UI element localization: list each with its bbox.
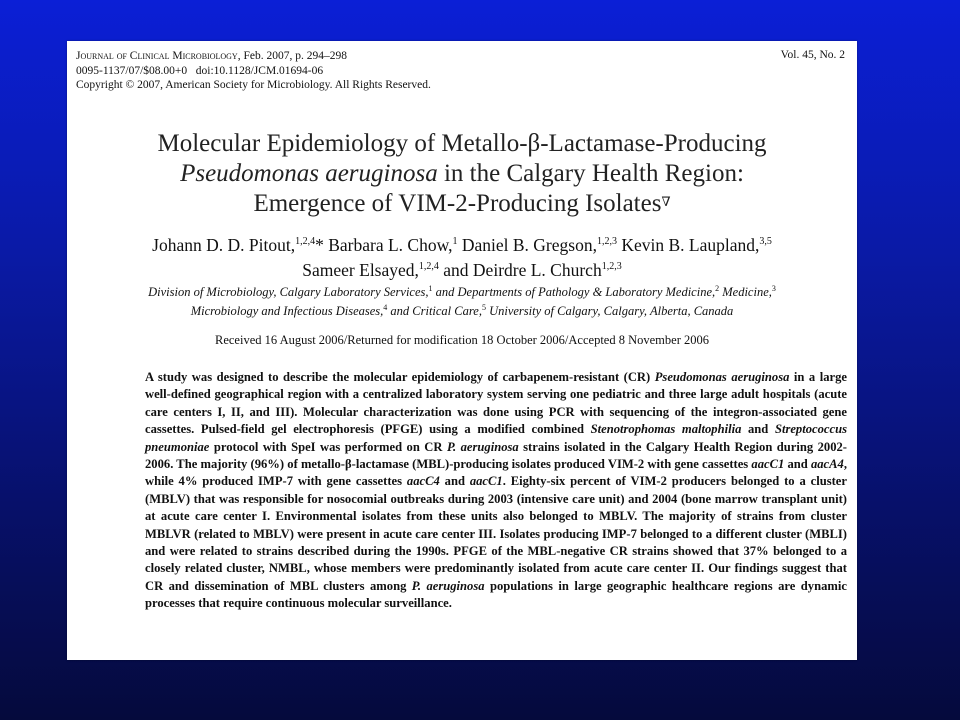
title-footnote-mark: ∇ <box>661 194 671 209</box>
title-line-2: Pseudomonas aeruginosa in the Calgary Health Region: <box>180 160 744 187</box>
authors-line-2: Sameer Elsayed,$^{1,2,4}$ and Deirdre L. Church$^{1,2,3}$ <box>302 259 622 280</box>
title-line-3: Emergence of VIM-2-Producing Isolates∇ <box>253 190 671 217</box>
journal-volume: Vol. 45, No. 2 <box>780 49 845 61</box>
author-list <box>67 231 857 281</box>
journal-citation: Journal of Clinical Microbiology, Feb. 2007, p. 294–298 <box>76 50 347 62</box>
journal-copyright: Copyright © 2007, American Society for Microbiology. All Rights Reserved. <box>76 79 431 91</box>
authors-line-1: Johann D. D. Pitout,$^{1,2,4}$* Barbara L. Chow,$^1$ Daniel B. Gregson,$^{1,2,3}$ Kevin B. Laupland,$^{3,5}$ <box>152 234 772 255</box>
abstract: A study was designed to describe the molecular epidemiology of carbapenem-resistant (CR) Pseudomonas aeruginosa in a large well-defined geographical region with a centralized laboratory system serving one pediatric and three large adult hospitals (acute care centers I, II, and III). Molecular characterization was done using PCR with sequencing of the integron-associated gene cassettes. Pulsed-field gel electrophoresis (PFGE) using a modified combined Stenotrophomas maltophilia and Streptococcus pneumoniae protocol with SpeI was performed on CR P. aeruginosa strains isolated in the Calgary Health Region during 2002-2006. The majority (96%) of metallo-β-lactamase (MBL)-producing isolates produced VIM-2 with gene cassettes aacC1 and aacA4, while 4% produced IMP-7 with gene cassettes aacC4 and aacC1. Eighty-six percent of VIM-2 producers belonged to a cluster (MBLV) that was responsible for nosocomial outbreaks during 2003 (intensive care unit) and 2004 (bone marrow transplant unit) at acute care center I. Environmental isolates from these units also belonged to MBLV. The majority of strains from cluster MBLVR (related to MBLV) were present in acute care center III. Isolates producing IMP-7 belonged to a different cluster (MBLI) and were related to strains described during the 1990s. PFGE of the MBL-negative CR strains showed that 37% belonged to a closely related cluster, NMBL, whose members were predominantly isolated from acute care center II. Our findings suggest that CR and dissemination of MBL clusters among P. aeruginosa populations in large geographic healthcare regions are dynamic processes that require continuous molecular surveillance. <box>145 370 848 611</box>
paper-page <box>67 41 857 660</box>
title-line-1: Molecular Epidemiology of Metallo-β-Lactamase-Producing <box>157 130 767 157</box>
journal-doi: 0095-1137/07/$08.00+0 doi:10.1128/JCM.01694-06 <box>76 64 324 77</box>
received-dates: Received 16 August 2006/Returned for modification 18 October 2006/Accepted 8 November 2006 <box>215 333 709 347</box>
journal-header <box>76 49 431 93</box>
article-title <box>67 129 857 219</box>
affiliations: Division of Microbiology, Calgary Laboratory Services,$^1$ and Departments of Pathology & Laboratory Medicine,$^2$ Medicine,$^3$ Microbiology and Infectious Diseases,$^4$ and Critical Care,$^5$ University of Calgary, Calgary, Alberta, Canada <box>148 284 776 319</box>
